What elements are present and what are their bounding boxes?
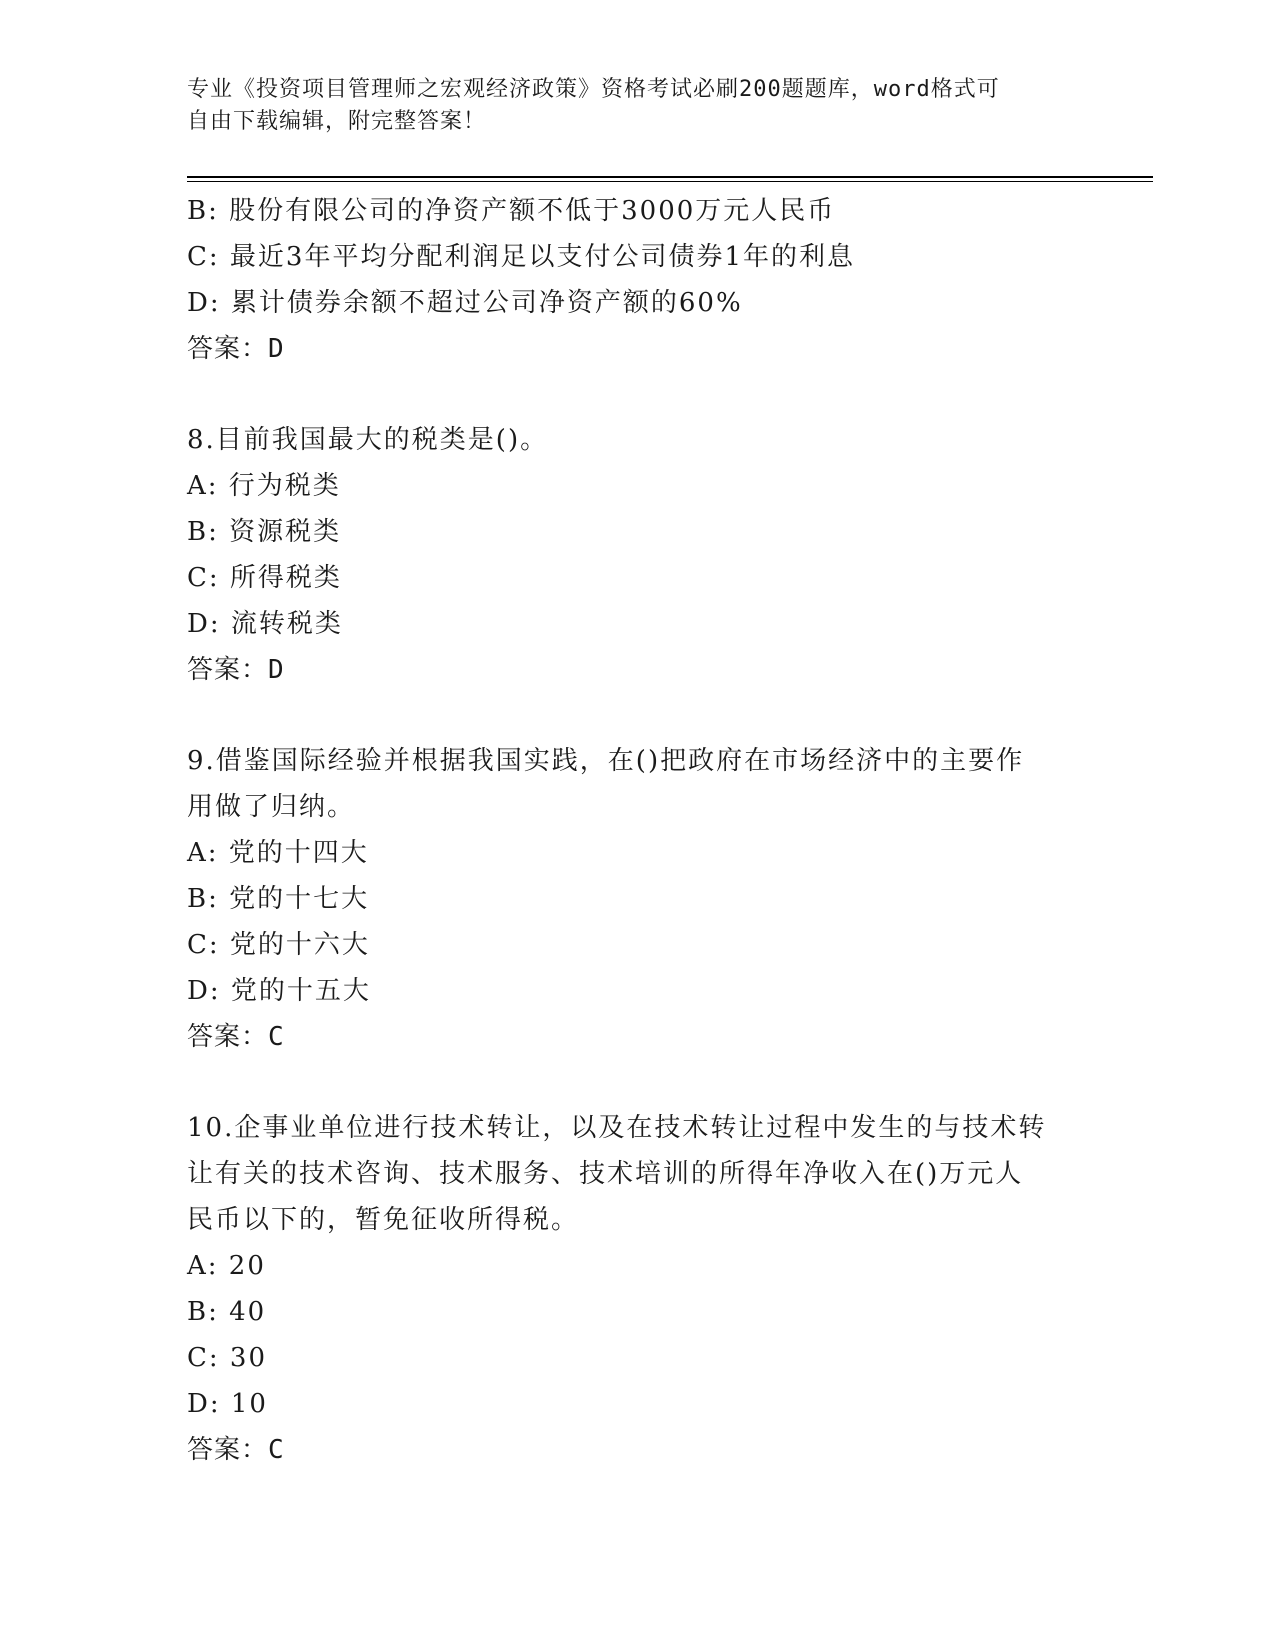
q9-answer: 答案：C (187, 1022, 285, 1052)
question-list (187, 188, 1087, 1473)
q8-text: 8.目前我国最大的税类是()。 (187, 425, 549, 455)
q8-option-a: A: 行为税类 (187, 471, 341, 501)
q10-text-line-3: 民币以下的，暂免征收所得税。 (187, 1205, 580, 1235)
q10-text-line-2: 让有关的技术咨询、技术服务、技术培训的所得年净收入在()万元人 (187, 1159, 1024, 1189)
q9-option-b: B: 党的十七大 (187, 884, 370, 914)
q10-text-line-1: 10.企事业单位进行技术转让，以及在技术转让过程中发生的与技术转 (187, 1113, 1047, 1143)
q8-option-d: D: 流转税类 (187, 609, 343, 639)
q9-text-line-1: 9.借鉴国际经验并根据我国实践，在()把政府在市场经济中的主要作 (187, 746, 1025, 776)
q9-text-line-2: 用做了归纳。 (187, 792, 356, 822)
q10-option-c: C: 30 (187, 1343, 268, 1373)
header-line-2: 自由下载编辑，附完整答案！ (187, 109, 487, 134)
q8-option-c: C: 所得税类 (187, 563, 342, 593)
question-10 (187, 1105, 1087, 1473)
header-line-1: 专业《投资项目管理师之宏观经济政策》资格考试必刷200题题库，word格式可 (187, 77, 1000, 102)
header-rule-thick (187, 176, 1153, 178)
q7-option-b: B: 股份有限公司的净资产额不低于3000万元人民币 (187, 196, 836, 226)
q10-answer: 答案：C (187, 1435, 285, 1465)
question-7-tail (187, 188, 1087, 372)
q7-option-c: C: 最近3年平均分配利润足以支付公司债券1年的利息 (187, 242, 856, 272)
document-header (187, 74, 1087, 138)
q9-option-a: A: 党的十四大 (187, 838, 369, 868)
q9-option-c: C: 党的十六大 (187, 930, 370, 960)
question-9 (187, 738, 1087, 1060)
q7-option-d: D: 累计债券余额不超过公司净资产额的60% (187, 288, 743, 318)
q8-answer: 答案：D (187, 655, 285, 685)
q8-option-b: B: 资源税类 (187, 517, 342, 547)
question-8 (187, 417, 1087, 693)
q7-answer: 答案：D (187, 334, 285, 364)
header-rule-thin (187, 181, 1153, 182)
q9-option-d: D: 党的十五大 (187, 976, 371, 1006)
q10-option-a: A: 20 (187, 1251, 266, 1281)
q10-option-d: D: 10 (187, 1389, 268, 1419)
q10-option-b: B: 40 (187, 1297, 267, 1327)
